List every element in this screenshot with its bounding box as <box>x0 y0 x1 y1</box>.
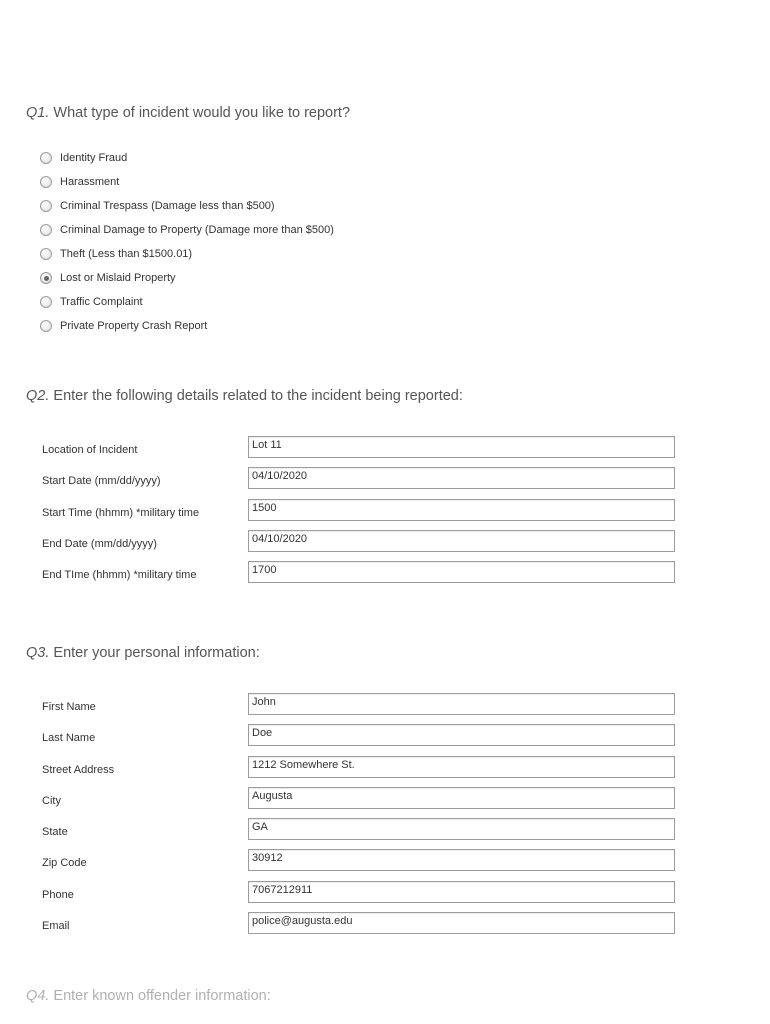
first-name-row <box>42 693 678 724</box>
first-name-label: First Name <box>42 701 96 713</box>
end-time-row <box>42 561 678 592</box>
start-date-input[interactable]: 04/10/2020 <box>248 467 675 489</box>
radio-option[interactable] <box>40 170 334 194</box>
q1-text: What type of incident would you like to report? <box>53 105 351 121</box>
personal-info-form <box>42 693 678 943</box>
last-name-row <box>42 724 678 755</box>
email-label: Email <box>42 920 70 933</box>
q2-number: Q2. <box>26 388 50 404</box>
q1-number: Q1. <box>26 105 50 121</box>
incident-details-form <box>42 436 678 592</box>
radio-option[interactable] <box>40 290 334 314</box>
end-time-input[interactable]: 1700 <box>248 561 675 583</box>
zip-code-input[interactable]: 30912 <box>248 849 675 871</box>
incident-type-radio-group <box>40 146 334 338</box>
radio-label[interactable]: Lost or Mislaid Property <box>60 272 176 284</box>
q3-title <box>26 645 260 661</box>
radio-button[interactable] <box>40 272 52 284</box>
q4-title <box>26 988 271 1004</box>
city-input[interactable]: Augusta <box>248 787 675 809</box>
end-date-label: End Date (mm/dd/yyyy) <box>42 537 157 550</box>
radio-option[interactable] <box>40 146 334 170</box>
q1-title <box>26 105 350 121</box>
radio-button[interactable] <box>40 152 52 164</box>
radio-option[interactable] <box>40 314 334 338</box>
radio-label[interactable]: Identity Fraud <box>60 152 128 164</box>
radio-option[interactable] <box>40 218 334 242</box>
radio-button[interactable] <box>40 320 52 332</box>
last-name-label: Last Name <box>42 732 96 745</box>
radio-label[interactable]: Traffic Complaint <box>60 296 143 308</box>
q4-text: Enter known offender information: <box>53 988 271 1004</box>
state-label: State <box>42 826 68 839</box>
location-label: Location of Incident <box>42 444 138 456</box>
location-input[interactable]: Lot 11 <box>248 436 675 458</box>
end-date-input[interactable]: 04/10/2020 <box>248 530 675 552</box>
q3-number: Q3. <box>26 645 50 661</box>
first-name-input[interactable]: John <box>248 693 675 715</box>
radio-label[interactable]: Theft (Less than $1500.01) <box>60 248 193 260</box>
radio-option[interactable] <box>40 242 334 266</box>
end-date-row <box>42 530 678 561</box>
email-row <box>42 912 678 943</box>
radio-label[interactable]: Private Property Crash Report <box>60 320 208 332</box>
radio-label[interactable]: Criminal Damage to Property (Damage more than $500) <box>60 224 334 236</box>
q2-text: Enter the following details related to the incident being reported: <box>53 388 463 404</box>
phone-input[interactable]: 7067212911 <box>248 881 675 903</box>
start-date-label: Start Date (mm/dd/yyyy) <box>42 475 161 488</box>
city-row <box>42 787 678 818</box>
q4-number: Q4. <box>26 988 50 1004</box>
radio-label[interactable]: Harassment <box>60 176 120 188</box>
zip-code-label: Zip Code <box>42 857 87 870</box>
radio-button[interactable] <box>40 248 52 260</box>
radio-option[interactable] <box>40 266 334 290</box>
q3-text: Enter your personal information: <box>53 645 260 661</box>
city-label: City <box>42 794 61 807</box>
state-input[interactable]: GA <box>248 818 675 840</box>
radio-button[interactable] <box>40 176 52 188</box>
radio-label[interactable]: Criminal Trespass (Damage less than $500) <box>60 200 275 212</box>
zip-code-row <box>42 849 678 880</box>
start-time-label: Start Time (hhmm) *military time <box>42 506 200 519</box>
street-address-input[interactable]: 1212 Somewhere St. <box>248 756 675 778</box>
street-address-label: Street Address <box>42 763 115 776</box>
start-date-row <box>42 467 678 498</box>
state-row <box>42 818 678 849</box>
start-time-input[interactable]: 1500 <box>248 499 675 521</box>
email-input[interactable]: police@augusta.edu <box>248 912 675 934</box>
start-time-row <box>42 499 678 530</box>
last-name-input[interactable]: Doe <box>248 724 675 746</box>
radio-option[interactable] <box>40 194 334 218</box>
phone-label: Phone <box>42 888 74 901</box>
street-address-row <box>42 756 678 787</box>
phone-row <box>42 881 678 912</box>
q2-title <box>26 388 463 404</box>
end-time-label: End TIme (hhmm) *military time <box>42 569 197 582</box>
radio-button[interactable] <box>40 200 52 212</box>
location-row <box>42 436 678 467</box>
radio-button[interactable] <box>40 224 52 236</box>
radio-button[interactable] <box>40 296 52 308</box>
